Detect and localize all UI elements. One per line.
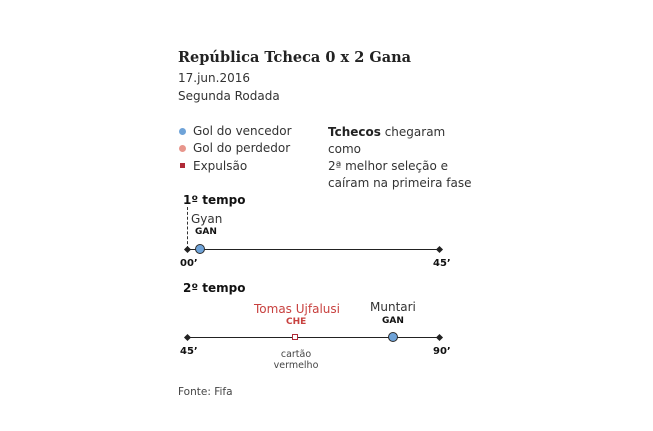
first-half-start-tick: 00’ [180, 258, 198, 269]
legend-loser-goal: Gol do perdedor [193, 141, 291, 155]
red-card-icon [180, 163, 185, 168]
red-card-marker [292, 334, 298, 340]
second-half-label: 2º tempo [183, 281, 246, 295]
first-half-start-marker [187, 207, 188, 249]
first-half-goal-team: GAN [195, 227, 217, 237]
context-note [328, 124, 478, 192]
first-half-end-diamond [436, 246, 443, 253]
red-card-caption-line1: cartão [280, 349, 312, 360]
first-half-label: 1º tempo [183, 193, 246, 207]
red-card-team: CHE [286, 317, 307, 327]
second-half-start-diamond [184, 334, 191, 341]
second-half-goal-team: GAN [382, 316, 404, 326]
note-line2: 2ª melhor seleção e [328, 159, 449, 173]
red-card-player: Tomas Ujfalusi [254, 302, 340, 316]
first-half-goal-marker [195, 244, 205, 254]
red-card-caption [266, 349, 326, 371]
source-note: Fonte: Fifa [178, 386, 233, 398]
first-half-start-diamond [184, 246, 191, 253]
first-half-end-tick: 45’ [433, 258, 451, 269]
note-line3: caíram na primeira fase [328, 176, 472, 190]
first-half-axis [187, 249, 439, 250]
legend-expulsion: Expulsão [193, 159, 248, 173]
match-title: República Tcheca 0 x 2 Gana [178, 49, 412, 66]
first-half-goal-player: Gyan [191, 212, 223, 226]
second-half-start-tick: 45’ [180, 346, 198, 357]
second-half-end-diamond [436, 334, 443, 341]
match-date: 17.jun.2016 [178, 71, 250, 85]
second-half-axis [187, 337, 439, 338]
second-half-goal-player: Muntari [370, 300, 416, 314]
loser-goal-icon [179, 145, 186, 152]
second-half-goal-marker [388, 332, 398, 342]
note-highlight: Tchecos [328, 125, 381, 139]
winner-goal-icon [179, 128, 186, 135]
match-round: Segunda Rodada [178, 89, 280, 103]
second-half-end-tick: 90’ [433, 346, 451, 357]
note-line1: chegaram como [328, 125, 446, 156]
legend-winner-goal: Gol do vencedor [193, 124, 292, 138]
red-card-caption-line2: vermelho [273, 360, 319, 371]
